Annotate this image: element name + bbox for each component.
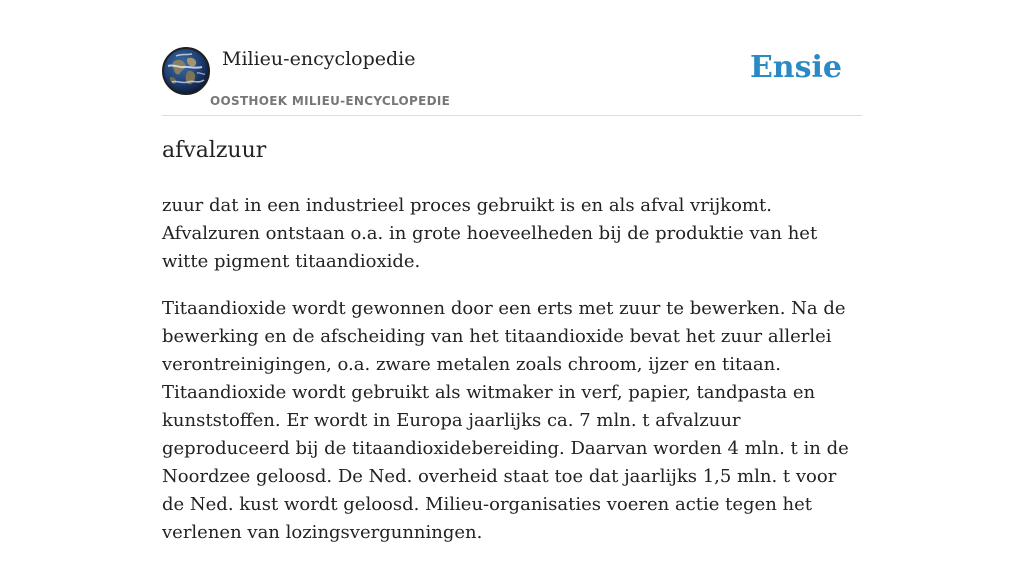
definition-paragraph: zuur dat in een industrieel proces gebruikt is en als afval vrijkomt. Afvalzuren ontstaan o.a. in grote hoeveelheden bij de produktie van het witte pigment titaandioxide. xyxy=(162,195,818,272)
ensie-logo-link[interactable]: Ensie xyxy=(749,50,842,85)
site-title[interactable]: Milieu-encyclopedie xyxy=(222,48,416,70)
entry-definition xyxy=(162,192,862,566)
definition-paragraph: Titaandioxide wordt gewonnen door een erts met zuur te bewerken. Na de bewerking en de afscheiding van het titaandioxide bevat het zuur allerlei verontreinigingen, o.a. zware metalen zoals chroom, ijzer en titaan. Titaandioxide wordt gebruikt als witmaker in verf, papier, tandpasta en kunststoffen. Er wordt in Europa jaarlijks ca. 7 mln. t afvalzuur geproduceerd bij de titaandioxidebereiding. Daarvan worden 4 mln. t in de Noordzee geloosd. De Ned. overheid staat toe dat jaarlijks 1,5 mln. t voor de Ned. kust wordt geloosd. Milieu-organisaties voeren actie tegen het verlenen van lozingsvergunningen. xyxy=(162,298,849,543)
entry-title: afvalzuur xyxy=(162,138,267,163)
site-subtitle[interactable]: OOSTHOEK MILIEU-ENCYCLOPEDIE xyxy=(210,94,451,108)
site-header xyxy=(162,46,862,116)
earth-globe-icon[interactable] xyxy=(162,47,210,95)
